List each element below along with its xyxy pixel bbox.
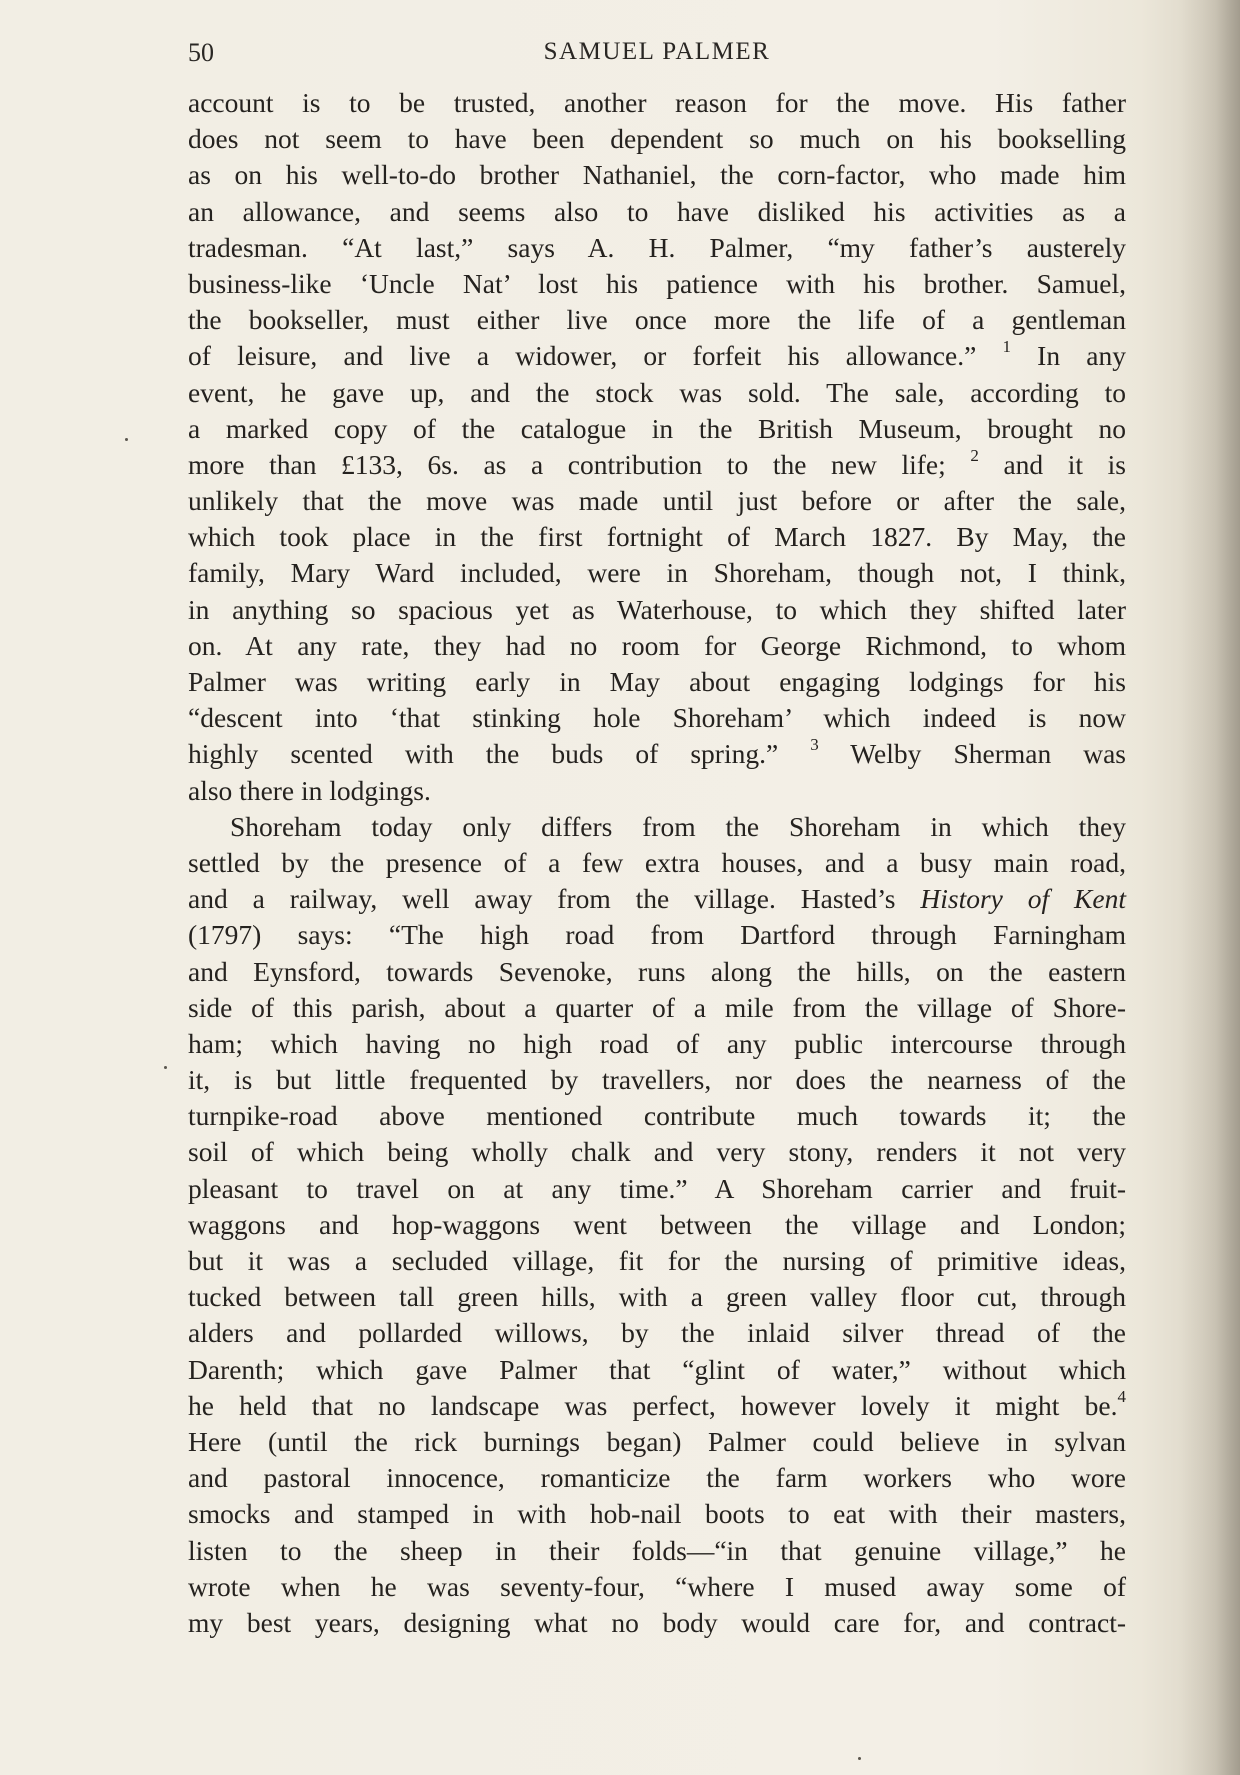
text-line — [188, 917, 1126, 953]
text-line — [188, 1134, 1126, 1170]
line-text: Shoreham today only differs from the Shoreham in which they — [230, 810, 1126, 842]
text-line — [188, 483, 1126, 519]
line-text: as on his well-to-do brother Nathaniel, the corn-factor, who made him — [188, 159, 1126, 191]
line-text: highly scented with the buds of spring.” — [188, 738, 811, 770]
text-line — [188, 1460, 1126, 1496]
line-text: settled by the presence of a few extra houses, and a busy main road, — [188, 846, 1126, 878]
footnote-marker: 1 — [1002, 337, 1011, 357]
line-text: pleasant to travel on at any time.” A Shoreham carrier and fruit- — [188, 1172, 1126, 1204]
text-line — [188, 411, 1126, 447]
line-text: In any — [1010, 340, 1126, 372]
text-line — [188, 1605, 1126, 1641]
text-line — [188, 628, 1126, 664]
text-line — [188, 736, 1126, 772]
paper-speck — [164, 1066, 167, 1069]
text-line — [188, 954, 1126, 990]
text-line — [188, 1388, 1126, 1424]
line-text: turnpike-road above mentioned contribute much towards it; the — [188, 1100, 1126, 1132]
text-line — [188, 121, 1126, 157]
text-line — [188, 773, 1126, 809]
line-text: my best years, designing what no body would care for, and contract- — [188, 1606, 1126, 1638]
text-line — [188, 1315, 1126, 1351]
paper-speck — [858, 1757, 861, 1760]
text-line — [188, 1098, 1126, 1134]
text-line — [188, 555, 1126, 591]
text-line — [188, 1171, 1126, 1207]
line-text: account is to be trusted, another reason for the move. His father — [188, 87, 1126, 118]
text-line — [188, 157, 1126, 193]
line-text: tradesman. “At last,” says A. H. Palmer, “my father’s austerely — [188, 231, 1126, 263]
text-line — [188, 1424, 1126, 1460]
body-text — [188, 85, 1126, 1641]
line-text: Palmer was writing early in May about engaging lodgings for his — [188, 666, 1126, 697]
line-text: and a railway, well away from the village. Hasted’s — [188, 883, 921, 915]
text-line — [188, 845, 1126, 881]
line-text: and pastoral innocence, romanticize the farm workers who wore — [188, 1462, 1126, 1494]
text-line — [188, 990, 1126, 1026]
text-line — [188, 592, 1126, 628]
footnote-marker: 3 — [810, 735, 819, 755]
text-line — [188, 1243, 1126, 1279]
line-text: more than £133, 6s. as a contribution to the new life; — [188, 448, 971, 480]
line-text: does not seem to have been dependent so much on his bookselling — [188, 123, 1126, 155]
line-text: event, he gave up, and the stock was sold. The sale, according to — [188, 376, 1126, 408]
text-line — [188, 85, 1126, 121]
text-line — [188, 1062, 1126, 1098]
running-head: SAMUEL PALMER — [543, 38, 771, 65]
text-line — [188, 230, 1126, 266]
line-text: it, is but little frequented by travellers, nor does the nearness of the — [188, 1064, 1126, 1096]
text-line — [188, 809, 1126, 845]
line-text: (1797) says: “The high road from Dartford through Farningham — [188, 919, 1126, 951]
book-title: History of Kent — [920, 883, 1126, 915]
line-text: waggons and hop-waggons went between the village and London; — [188, 1208, 1126, 1240]
line-text: which took place in the first fortnight of March 1827. By May, the — [188, 521, 1126, 553]
line-text: ham; which having no high road of any public intercourse through — [188, 1027, 1126, 1059]
line-text: side of this parish, about a quarter of a mile from the village of Shore- — [188, 991, 1126, 1023]
text-line — [188, 1533, 1126, 1569]
line-text: alders and pollarded willows, by the inlaid silver thread of the — [188, 1317, 1126, 1349]
text-line — [188, 447, 1126, 483]
line-text: on. At any rate, they had no room for George Richmond, to whom — [188, 629, 1126, 661]
paper-speck — [125, 438, 128, 441]
line-text: tucked between tall green hills, with a green valley floor cut, through — [188, 1281, 1126, 1313]
line-text: Darenth; which gave Palmer that “glint of water,” without which — [188, 1353, 1126, 1385]
text-line — [188, 1569, 1126, 1605]
line-text: Welby Sherman was — [818, 738, 1127, 770]
text-line — [188, 700, 1126, 736]
text-line — [188, 1279, 1126, 1315]
line-text: smocks and stamped in with hob-nail boots to eat with their masters, — [188, 1498, 1126, 1530]
text-line — [188, 1352, 1126, 1388]
footnote-marker: 4 — [1117, 1386, 1126, 1406]
line-text: in anything so spacious yet as Waterhouse, to which they shifted later — [188, 593, 1126, 625]
text-line — [188, 266, 1126, 302]
text-line — [188, 375, 1126, 411]
line-text: and it is — [978, 448, 1126, 480]
text-line — [188, 302, 1126, 338]
line-text: but it was a secluded village, fit for the nursing of primitive ideas, — [188, 1245, 1126, 1276]
text-line — [188, 194, 1126, 230]
line-text: he held that no landscape was perfect, however lovely it might be. — [188, 1389, 1118, 1421]
footnote-marker: 2 — [970, 445, 979, 465]
text-line — [188, 881, 1126, 917]
line-text: Here (until the rick burnings began) Palmer could believe in sylvan — [188, 1425, 1126, 1457]
text-line — [188, 1496, 1126, 1532]
line-text: business-like ‘Uncle Nat’ lost his patience with his brother. Samuel, — [188, 267, 1126, 299]
line-text: listen to the sheep in their folds—“in that genuine village,” he — [188, 1534, 1126, 1566]
line-text: unlikely that the move was made until just before or after the sale, — [188, 485, 1126, 517]
page-gutter-shadow — [1180, 0, 1240, 1775]
page-header — [188, 38, 1126, 78]
line-text: also there in lodgings. — [188, 774, 431, 806]
line-text: of leisure, and live a widower, or forfeit his allowance.” — [188, 340, 1003, 372]
line-text: an allowance, and seems also to have disliked his activities as a — [188, 195, 1126, 227]
page-number: 50 — [188, 38, 214, 67]
text-line — [188, 1026, 1126, 1062]
line-text: the bookseller, must either live once more the life of a gentleman — [188, 304, 1126, 336]
text-line — [188, 338, 1126, 374]
text-line — [188, 1207, 1126, 1243]
line-text: and Eynsford, towards Sevenoke, runs along the hills, on the eastern — [188, 955, 1126, 987]
line-text: soil of which being wholly chalk and very stony, renders it not very — [188, 1136, 1126, 1168]
text-line — [188, 519, 1126, 555]
line-text: family, Mary Ward included, were in Shoreham, though not, I think, — [188, 557, 1126, 589]
line-text: “descent into ‘that stinking hole Shoreham’ which indeed is now — [188, 702, 1126, 734]
text-line — [188, 664, 1126, 700]
line-text: wrote when he was seventy-four, “where I mused away some of — [188, 1570, 1126, 1602]
line-text: a marked copy of the catalogue in the British Museum, brought no — [188, 412, 1126, 444]
